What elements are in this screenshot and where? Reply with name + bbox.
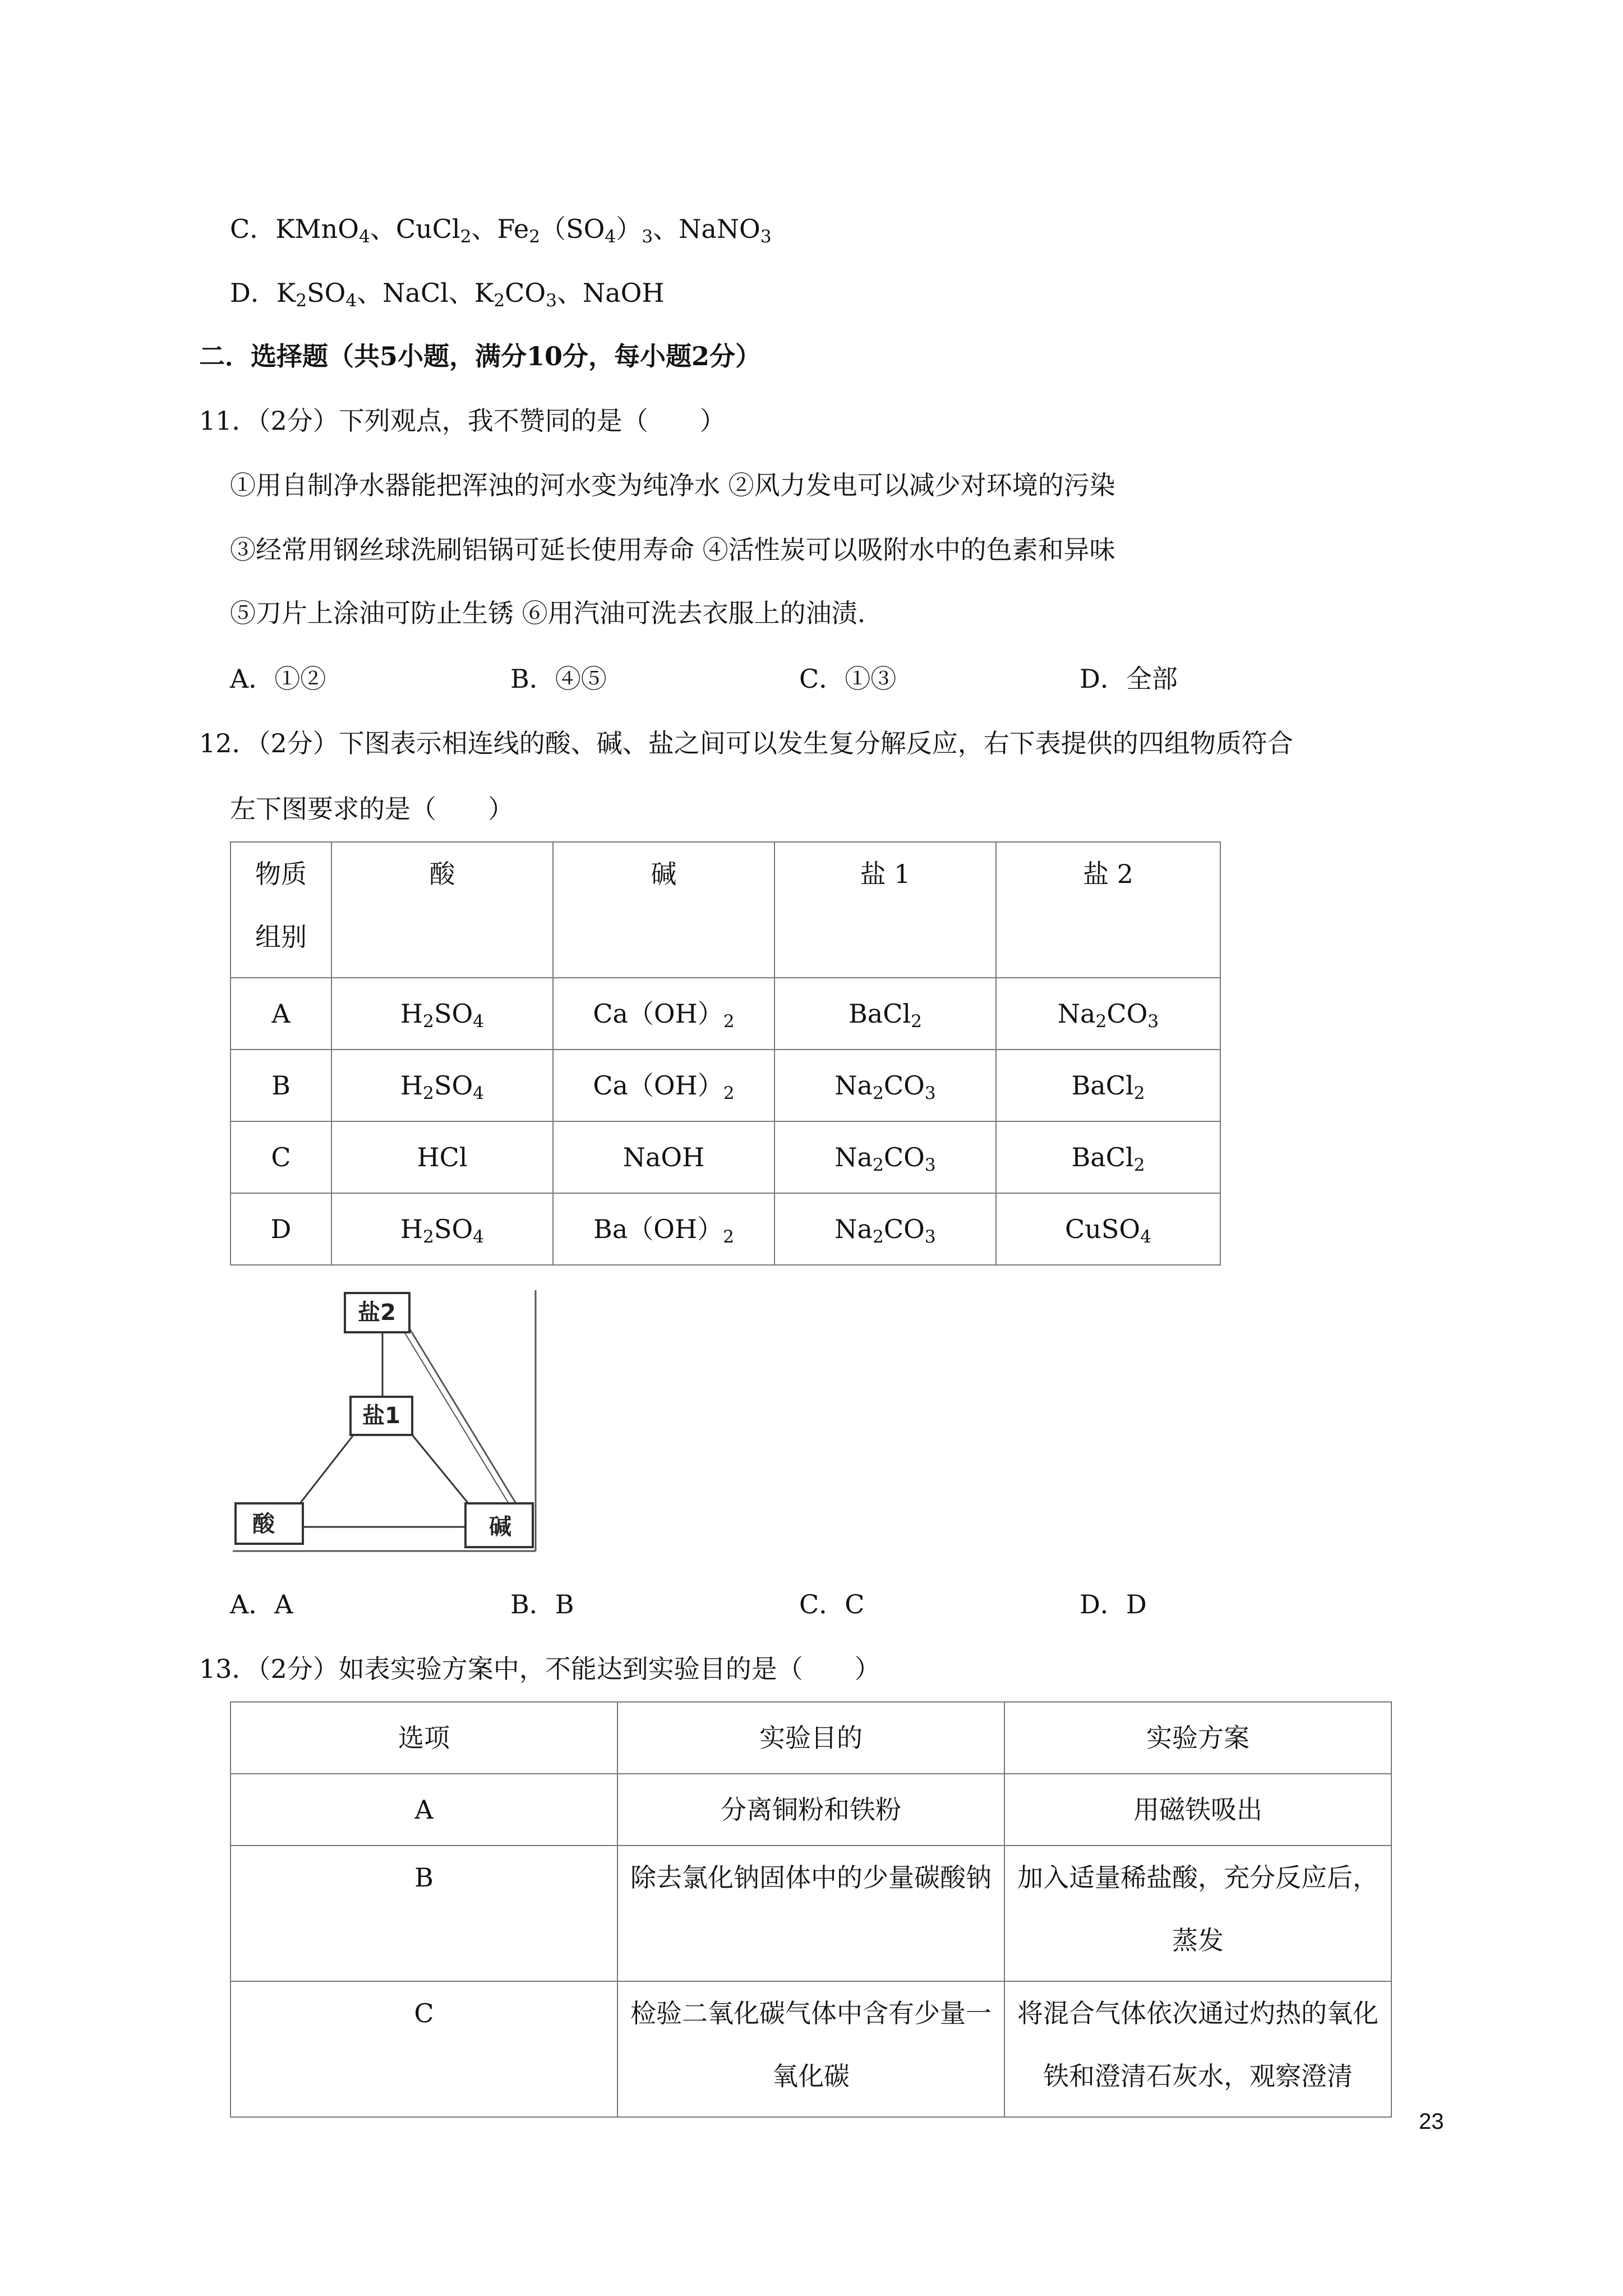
- subscript: 2: [423, 1011, 434, 1032]
- subscript: 2: [723, 1011, 735, 1032]
- q10-option-d: D．$K_2SO_4$、NaCl、$K_2CO_3$、NaOH: [230, 278, 665, 311]
- q12-cell-salt2: BaCl$_2$: [996, 1121, 1220, 1193]
- subscript: 4: [345, 290, 357, 311]
- subscript: 2: [911, 1011, 923, 1032]
- subscript: 3: [760, 226, 772, 247]
- q12-option-d: D．D: [1080, 1589, 1147, 1619]
- subscript: 3: [924, 1226, 936, 1247]
- q11-stem: 11．（2分）下列观点，我不赞同的是（ ）: [199, 406, 726, 436]
- q12-header-salt1: 盐 1: [774, 842, 996, 978]
- table-row: [230, 1193, 1220, 1265]
- q11-option-d: D．全部: [1080, 664, 1178, 694]
- subscript: 4: [605, 226, 616, 247]
- q12-cell-base: $Ba(OH)_2$: [553, 1193, 774, 1265]
- q13-header-option: 选项: [230, 1702, 617, 1774]
- q12-cell-salt1: BaCl$_2$: [774, 978, 996, 1050]
- q13-cell-purpose: 检验二氧化碳气体中含有少量一氧化碳: [617, 1981, 1004, 2117]
- table-row: [230, 1774, 1391, 1846]
- q13-cell-plan: 用磁铁吸出: [1004, 1774, 1391, 1846]
- q12-header-group-line-1: 物质: [255, 859, 307, 889]
- connector-salt1-base: [409, 1432, 468, 1503]
- q12-option-b: B．B: [510, 1589, 574, 1619]
- q12-cell-group: A: [230, 978, 331, 1050]
- subscript: 3: [642, 226, 653, 247]
- q13-header-purpose: 实验目的: [617, 1702, 1004, 1774]
- section-2-heading: 二．选择题（共5小题，满分10分，每小题2分）: [199, 341, 762, 371]
- q13-cell-option: C: [230, 1981, 617, 2117]
- subscript: 4: [473, 1011, 485, 1032]
- subscript: 2: [1133, 1083, 1145, 1103]
- q12-option-a: A．A: [230, 1589, 293, 1619]
- subscript: 3: [924, 1154, 936, 1175]
- q11-statement-line-2: ③经常用钢丝球洗刷铝锅可延长使用寿命 ④活性炭可以吸附水中的色素和异味: [230, 535, 1115, 565]
- q11-option-a: A．①②: [230, 664, 326, 694]
- q13-header-plan: 实验方案: [1004, 1702, 1391, 1774]
- q12-cell-salt2: BaCl$_2$: [996, 1050, 1220, 1121]
- table-row: [230, 978, 1220, 1050]
- q12-cell-group: D: [230, 1193, 331, 1265]
- q13-cell-plan: 加入适量稀盐酸，充分反应后，蒸发: [1004, 1846, 1391, 1981]
- table-row: [230, 1050, 1220, 1121]
- q12-header-group-line-2: 组别: [255, 922, 307, 952]
- subscript: 2: [872, 1154, 884, 1175]
- q12-cell-salt2: CuSO$_4$: [996, 1193, 1220, 1265]
- q12-cell-group: B: [230, 1050, 331, 1121]
- q11-statement-line-3: ⑤刀片上涂油可防止生锈 ⑥用汽油可洗去衣服上的油渍.: [230, 598, 866, 628]
- q12-header-base: 碱: [553, 842, 774, 978]
- label-base: 碱: [489, 1514, 511, 1540]
- table-row: [230, 1846, 1391, 1981]
- q12-stem-line-1: 12．（2分）下图表示相连线的酸、碱、盐之间可以发生复分解反应，右下表提供的四组物质符合: [199, 728, 1293, 758]
- subscript: 2: [529, 226, 541, 247]
- q11-statement-line-1: ①用自制净水器能把浑浊的河水变为纯净水 ②风力发电可以减少对环境的污染: [230, 470, 1115, 500]
- q12-cell-group: C: [230, 1121, 331, 1193]
- q13-cell-option: B: [230, 1846, 617, 1981]
- q12-cell-salt1: $Na_2CO_3$: [774, 1193, 996, 1265]
- label-salt2: 盐2: [358, 1300, 396, 1326]
- subscript: 2: [872, 1083, 884, 1103]
- q12-stem-line-2: 左下图要求的是（ ）: [230, 794, 514, 824]
- connector-salt1-acid: [300, 1432, 356, 1503]
- subscript: 3: [546, 290, 557, 311]
- table-row: [230, 1121, 1220, 1193]
- q13-stem: 13．（2分）如表实验方案中，不能达到实验目的是（ ）: [199, 1654, 880, 1684]
- connector-salt2-base: [407, 1324, 516, 1503]
- q13-cell-plan: 将混合气体依次通过灼热的氧化铁和澄清石灰水，观察澄清: [1004, 1981, 1391, 2117]
- subscript: 2: [872, 1226, 884, 1247]
- q13-table-header: [230, 1702, 1391, 1774]
- subscript: 3: [924, 1083, 936, 1103]
- q12-cell-salt1: $Na_2CO_3$: [774, 1121, 996, 1193]
- q12-cell-salt2: $Na_2CO_3$: [996, 978, 1220, 1050]
- q12-cell-acid: HCl: [331, 1121, 553, 1193]
- q13-cell-purpose: 分离铜粉和铁粉: [617, 1774, 1004, 1846]
- q11-option-c: C．①③: [799, 664, 897, 694]
- subscript: 2: [1133, 1154, 1145, 1175]
- subscript: 2: [296, 290, 307, 311]
- subscript: 3: [1147, 1011, 1159, 1032]
- q12-header-acid: 酸: [331, 842, 553, 978]
- subscript: 2: [723, 1226, 734, 1247]
- table-row: [230, 1981, 1391, 2117]
- subscript: 2: [460, 226, 472, 247]
- q11-option-b: B．④⑤: [510, 664, 607, 694]
- subscript: 4: [473, 1083, 485, 1103]
- q12-table: [230, 841, 1221, 1266]
- connector-salt2-base-inner: [401, 1327, 510, 1506]
- page-number: 23: [1419, 2109, 1444, 2134]
- q12-reaction-diagram: [230, 1285, 544, 1554]
- subscript: 2: [423, 1226, 434, 1247]
- subscript: 2: [494, 290, 505, 311]
- q12-cell-acid: $H_2SO_4$: [331, 1193, 553, 1265]
- subscript: 4: [1140, 1226, 1151, 1247]
- q12-header-group: [230, 842, 331, 978]
- subscript: 2: [1095, 1011, 1107, 1032]
- subscript: 2: [723, 1083, 735, 1103]
- q12-cell-acid: $H_2SO_4$: [331, 1050, 553, 1121]
- label-acid: 酸: [252, 1511, 275, 1537]
- subscript: 4: [473, 1226, 485, 1247]
- q12-cell-base: $Ca(OH)_2$: [553, 1050, 774, 1121]
- q12-cell-acid: $H_2SO_4$: [331, 978, 553, 1050]
- subscript: 2: [423, 1083, 434, 1103]
- label-salt1: 盐1: [362, 1403, 400, 1429]
- q12-cell-base: NaOH: [553, 1121, 774, 1193]
- q13-cell-purpose: 除去氯化钠固体中的少量碳酸钠: [617, 1846, 1004, 1981]
- q12-table-header: [230, 842, 1220, 978]
- subscript: 4: [359, 226, 370, 247]
- q10-option-c: C．KMnO$_4$、CuCl$_2$、$Fe_2(SO_4)_3$、NaNO$_3$: [230, 214, 772, 247]
- q12-header-salt2: 盐 2: [996, 842, 1220, 978]
- q13-cell-option: A: [230, 1774, 617, 1846]
- q12-option-c: C．C: [799, 1589, 865, 1619]
- q13-table: [230, 1701, 1392, 2118]
- q12-cell-salt1: $Na_2CO_3$: [774, 1050, 996, 1121]
- q12-cell-base: $Ca(OH)_2$: [553, 978, 774, 1050]
